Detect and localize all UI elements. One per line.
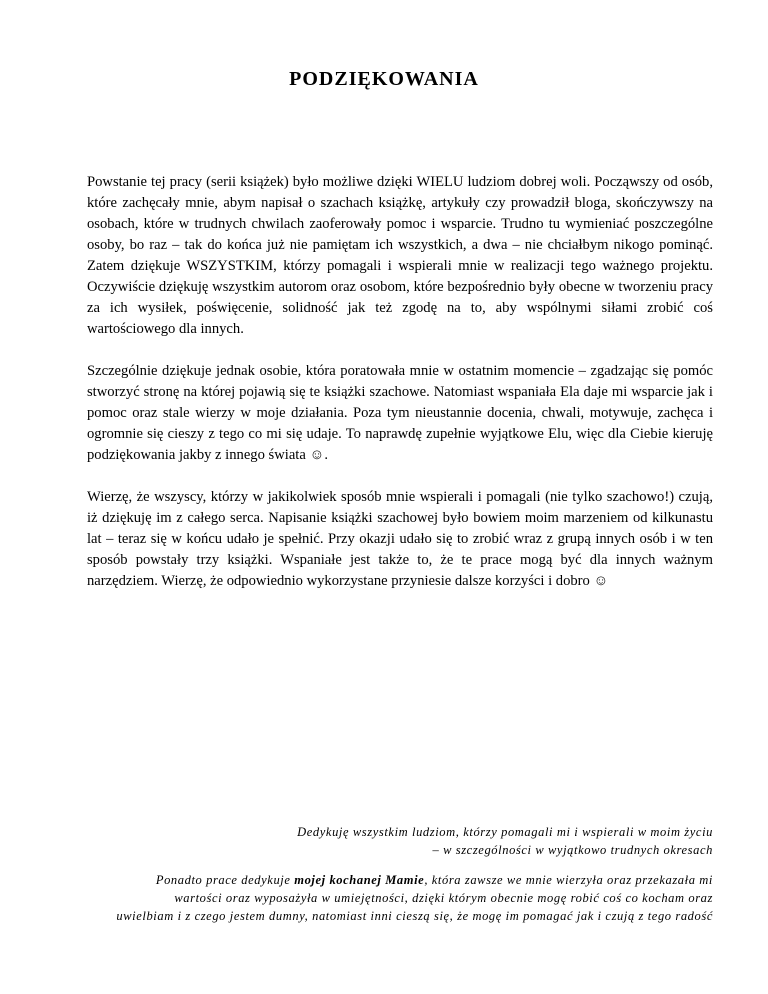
dedication-line-5: uwielbiam i z czego jestem dumny, natomiast inni cieszą się, że mogę im pomagać jak i czują z tego radość xyxy=(116,909,713,923)
body-text xyxy=(87,172,713,613)
dedication-line-2: – w szczególności w wyjątkowo trudnych okresach xyxy=(432,843,713,857)
dedication-line-3 xyxy=(30,871,713,889)
dedication-line-3-pre: Ponadto prace dedykuje xyxy=(155,873,295,887)
paragraph-2: Szczególnie dziękuje jednak osobie, która poratowała mnie w ostatnim momencie – zgadzając się pomóc stworzyć stronę na której pojawią się te książki szachowe. Natomiast wspaniała Ela daje mi wsparcie jak i pomoc oraz stale wierzy w moje działania. Poza tym nieustannie docenia, chwali, motywuje, zachęca i ogromnie się cieszy z tego co mi się udaje. To naprawdę zupełnie wyjątkowe Elu, więc dla Ciebie kieruję podziękowania jakby z innego świata ☺. xyxy=(87,363,713,463)
dedication-line-4: wartości oraz wyposażyła w umiejętności, dzięki którym obecnie mogę robić coś co kocham oraz xyxy=(174,891,713,905)
paragraph-3: Wierzę, że wszyscy, którzy w jakikolwiek sposób mnie wspierali i pomagali (nie tylko szachowo!) czują, iż dziękuję im z całego serca. Napisanie książki szachowej było bowiem moim marzeniem od kilkunastu lat – teraz się w końcu udało je spełnić. Przy okazji udało się to zrobić wraz z grupą innych osób i w ten sposób powstały trzy książki. Wspaniałe jest także to, że te prace mogą być dla innych ważnym narzędziem. Wierzę, że odpowiednio wykorzystane przyniesie dalsze korzyści i dobro ☺ xyxy=(87,489,713,589)
dedication-mother-name: mojej kochanej Mamie xyxy=(294,873,425,887)
dedication-block xyxy=(30,823,713,859)
page-title: PODZIĘKOWANIA xyxy=(289,68,479,90)
dedication-line-1: Dedykuję wszystkim ludziom, którzy pomagali mi i wspierali w moim życiu xyxy=(297,825,713,839)
dedication-mother-block xyxy=(30,871,713,925)
dedication-line-3-post: , która zawsze we mnie wierzyła oraz przekazała mi xyxy=(424,873,713,887)
paragraph-1: Powstanie tej pracy (serii książek) było możliwe dzięki WIELU ludziom dobrej woli. Począwszy od osób, które zachęcały mnie, abym napisał o szachach książkę, artykuły czy prowadził bloga, skończywszy na osobach, które w trudnych chwilach zaoferowały pomoc i wsparcie. Trudno tu wymieniać poszczególne osoby, bo raz – tak do końca już nie pamiętam ich wszystkich, a dwa – nie chciałbym nikogo pominąć. Zatem dziękuje WSZYSTKIM, którzy pomagali i wspierali mnie w realizacji tego ważnego projektu. Oczywiście dziękuję wszystkim autorom oraz osobom, które bezpośrednio były obecne w tworzeniu pracy za ich wysiłek, poświęcenie, solidność jak też zgodę na to, aby wspólnymi siłami zrobić coś wartościowego dla innych. xyxy=(87,174,713,337)
